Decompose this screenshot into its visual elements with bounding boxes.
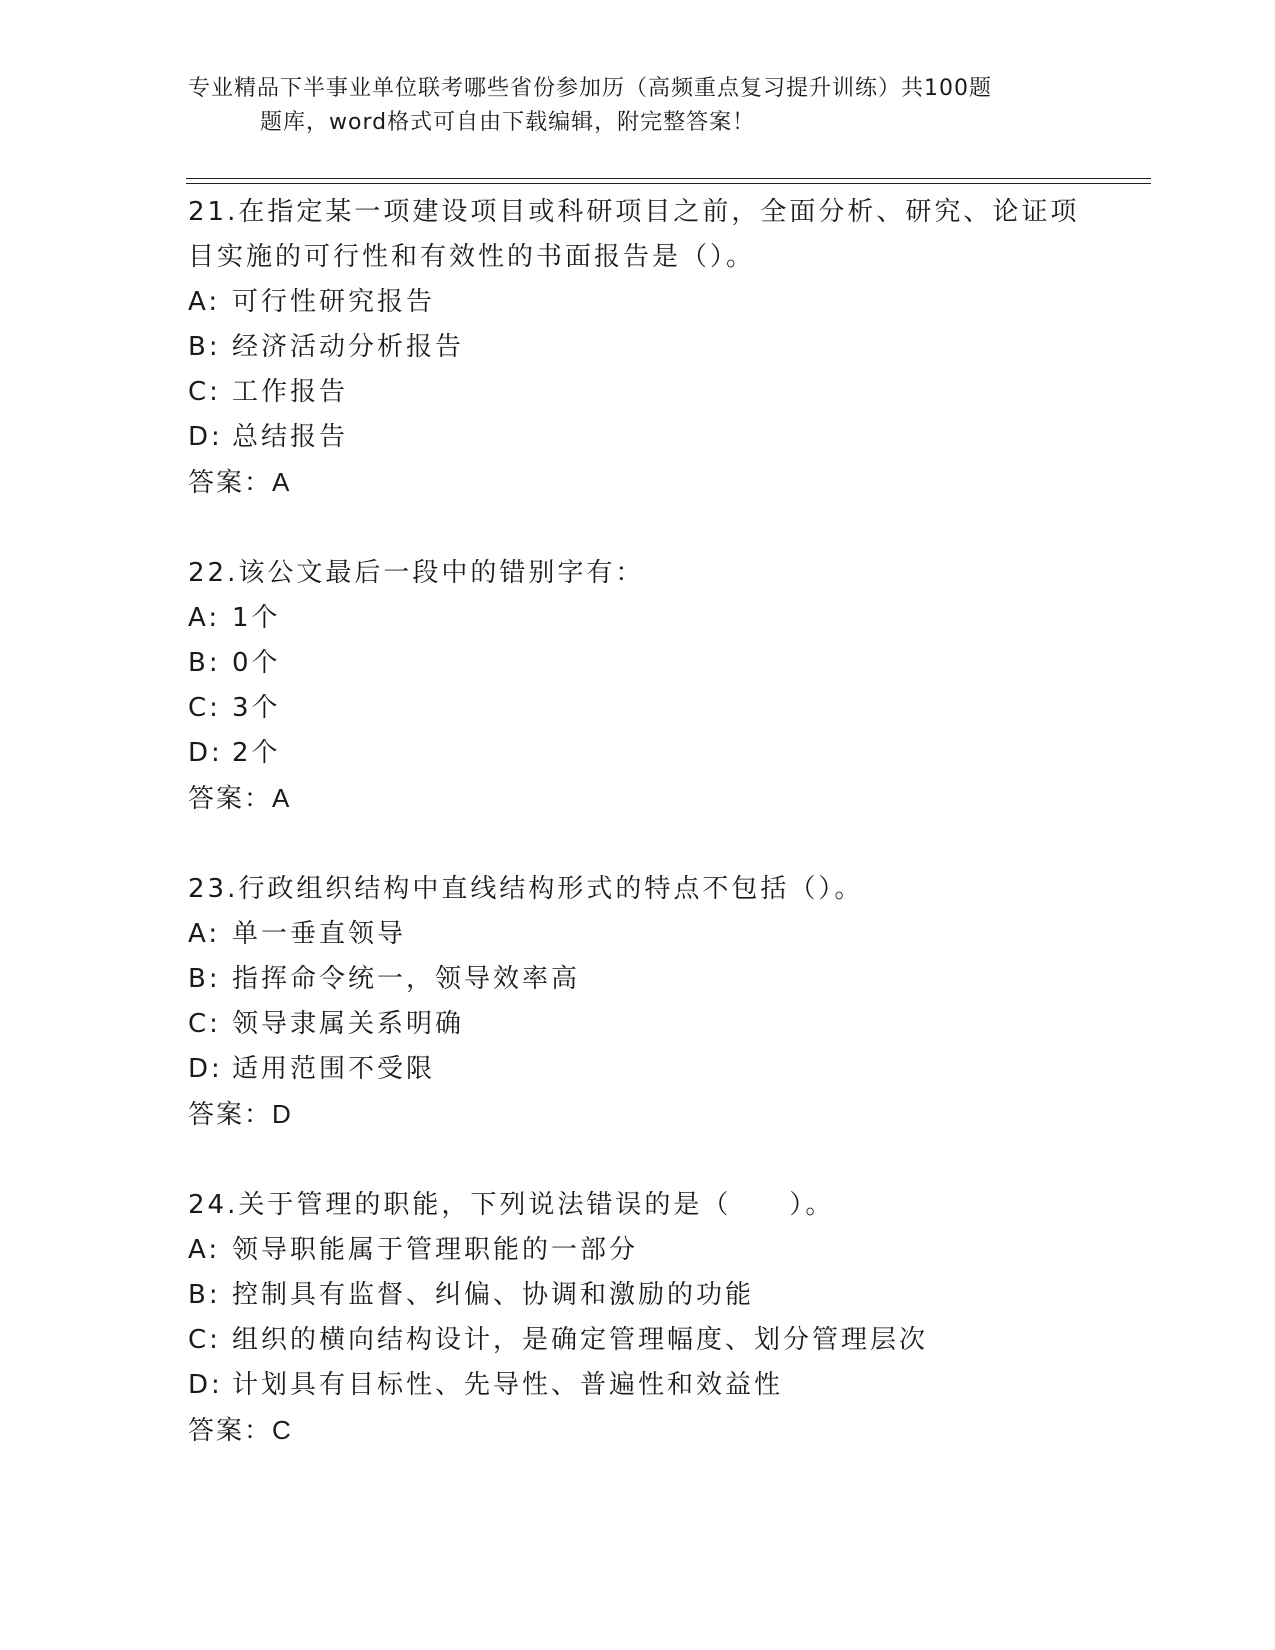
option-key: A: — [188, 287, 221, 317]
answer-line: 答案：A — [188, 467, 292, 497]
header-title-line2: 题库，word格式可自由下载编辑，附完整答案！ — [260, 110, 756, 135]
option-key: D: — [188, 738, 223, 768]
question-list — [188, 190, 1088, 1499]
question-21 — [188, 190, 1088, 505]
option-b — [188, 325, 1088, 370]
option-text: 控制具有监督、纠偏、协调和激励的功能 — [232, 1280, 755, 1310]
option-a — [188, 280, 1088, 325]
option-b — [188, 641, 1088, 686]
option-b — [188, 957, 1088, 1002]
option-text: 单一垂直领导 — [232, 919, 407, 949]
option-key: C: — [188, 1325, 221, 1355]
option-text: 领导职能属于管理职能的一部分 — [232, 1235, 639, 1265]
answer-line: 答案：C — [188, 1415, 293, 1445]
option-key: A: — [188, 919, 221, 949]
header-divider-top — [186, 178, 1151, 179]
option-key: D: — [188, 422, 223, 452]
option-key: B: — [188, 1280, 221, 1310]
question-stem: 22.该公文最后一段中的错别字有： — [188, 558, 645, 588]
option-key: C: — [188, 693, 221, 723]
option-key: A: — [188, 603, 221, 633]
option-d — [188, 1047, 1088, 1092]
option-key: B: — [188, 332, 221, 362]
question-22 — [188, 551, 1088, 821]
option-text: 经济活动分析报告 — [232, 332, 465, 362]
option-c — [188, 686, 1088, 731]
option-b — [188, 1273, 1088, 1318]
option-d — [188, 731, 1088, 776]
option-key: B: — [188, 648, 221, 678]
option-a — [188, 596, 1088, 641]
question-stem: 24.关于管理的职能，下列说法错误的是（ ）。 — [188, 1190, 835, 1220]
option-c — [188, 370, 1088, 415]
option-text: 适用范围不受限 — [232, 1054, 436, 1084]
option-key: B: — [188, 964, 221, 994]
question-24 — [188, 1183, 1088, 1453]
option-text: 总结报告 — [232, 422, 349, 452]
option-text: 工作报告 — [232, 377, 349, 407]
option-text: 1个 — [232, 603, 281, 633]
option-a — [188, 912, 1088, 957]
option-key: C: — [188, 1009, 221, 1039]
option-key: D: — [188, 1370, 223, 1400]
header-title-line1: 专业精品下半事业单位联考哪些省份参加历（高频重点复习提升训练）共100题 — [188, 76, 992, 101]
question-stem: 21.在指定某一项建设项目或科研项目之前，全面分析、研究、论证项目实施的可行性和有效性的书面报告是（）。 — [188, 197, 1080, 272]
document-header — [188, 72, 1088, 140]
option-text: 指挥命令统一，领导效率高 — [232, 964, 581, 994]
option-text: 计划具有目标性、先导性、普遍性和效益性 — [232, 1370, 784, 1400]
option-text: 0个 — [232, 648, 281, 678]
option-key: D: — [188, 1054, 223, 1084]
option-text: 组织的横向结构设计，是确定管理幅度、划分管理层次 — [232, 1325, 929, 1355]
option-text: 可行性研究报告 — [232, 287, 436, 317]
option-c — [188, 1002, 1088, 1047]
option-text: 领导隶属关系明确 — [232, 1009, 465, 1039]
option-a — [188, 1228, 1088, 1273]
answer-line: 答案：A — [188, 783, 292, 813]
option-text: 2个 — [232, 738, 281, 768]
option-key: A: — [188, 1235, 221, 1265]
header-divider-bottom — [186, 183, 1151, 184]
answer-line: 答案：D — [188, 1099, 293, 1129]
question-23 — [188, 867, 1088, 1137]
option-c — [188, 1318, 1088, 1363]
option-d — [188, 415, 1088, 460]
option-text: 3个 — [232, 693, 281, 723]
option-key: C: — [188, 377, 221, 407]
question-stem: 23.行政组织结构中直线结构形式的特点不包括（）。 — [188, 874, 864, 904]
option-d — [188, 1363, 1088, 1408]
